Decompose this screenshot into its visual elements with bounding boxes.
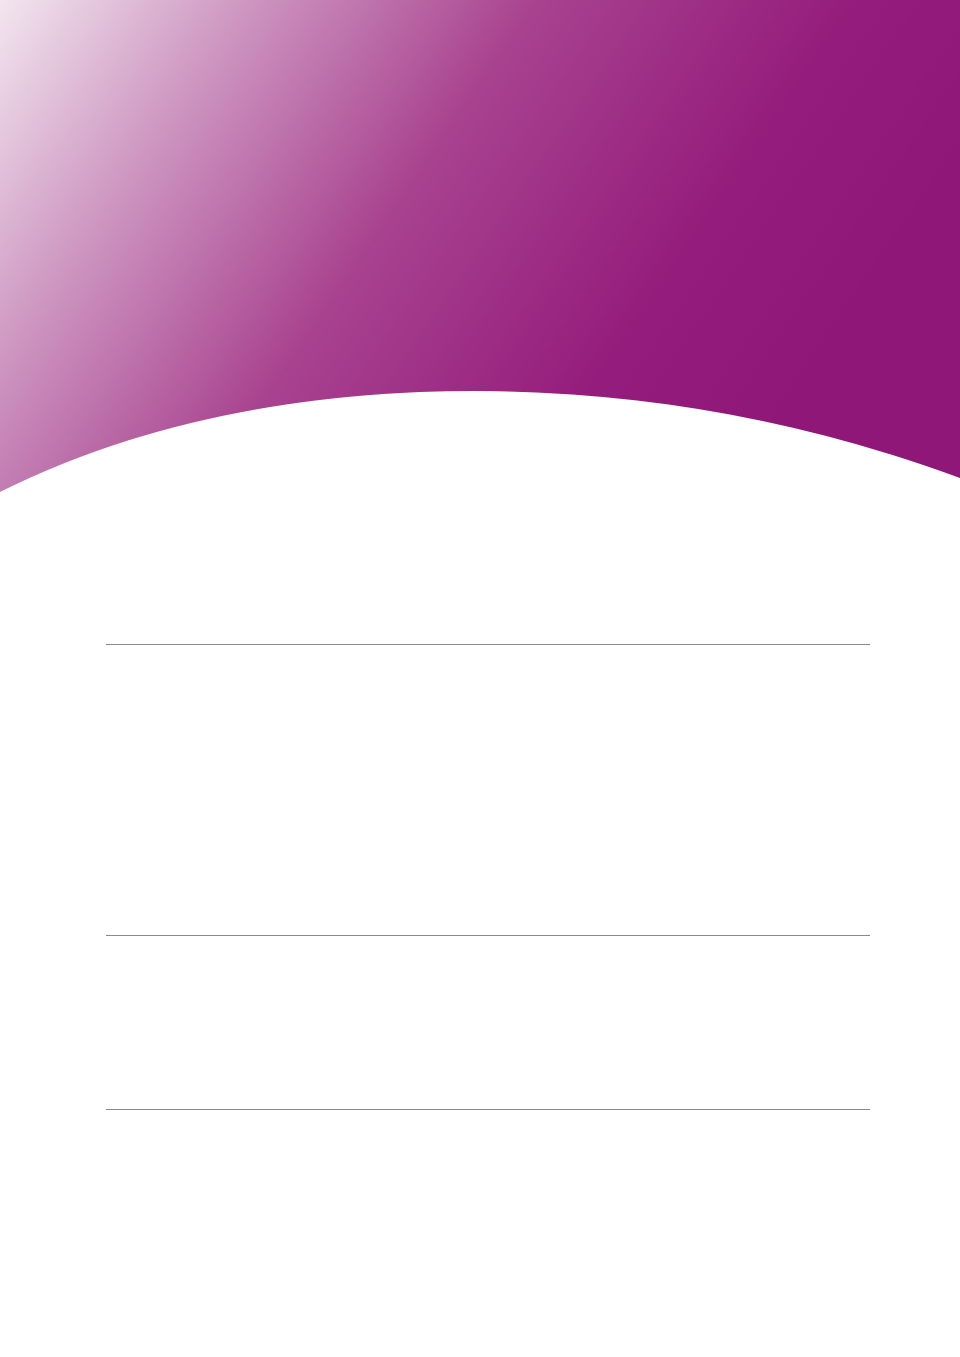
col-header-2013 — [618, 1091, 743, 1109]
income-statement-table — [106, 626, 870, 645]
financial-position-table — [106, 1091, 870, 1110]
col-header-2013 — [618, 626, 743, 644]
col-header-unit — [106, 917, 618, 935]
col-header-note — [546, 1091, 618, 1109]
comprehensive-income-table — [106, 917, 870, 936]
col-header-2013 — [618, 917, 743, 935]
comprehensive-income-statement — [106, 913, 870, 936]
table-header-row — [106, 626, 870, 644]
table-header-row — [106, 1091, 870, 1109]
financial-position-statement — [106, 1087, 870, 1110]
col-header-unit — [106, 1091, 546, 1109]
income-statement — [106, 622, 870, 645]
col-header-note — [546, 626, 618, 644]
footer-decorative-dots — [0, 1280, 960, 1357]
col-header-2012 — [743, 917, 870, 935]
col-header-2012 — [743, 626, 870, 644]
chapter-banner — [0, 0, 960, 500]
col-header-2012 — [743, 1091, 870, 1109]
col-header-unit — [106, 626, 546, 644]
table-header-row — [106, 917, 870, 935]
